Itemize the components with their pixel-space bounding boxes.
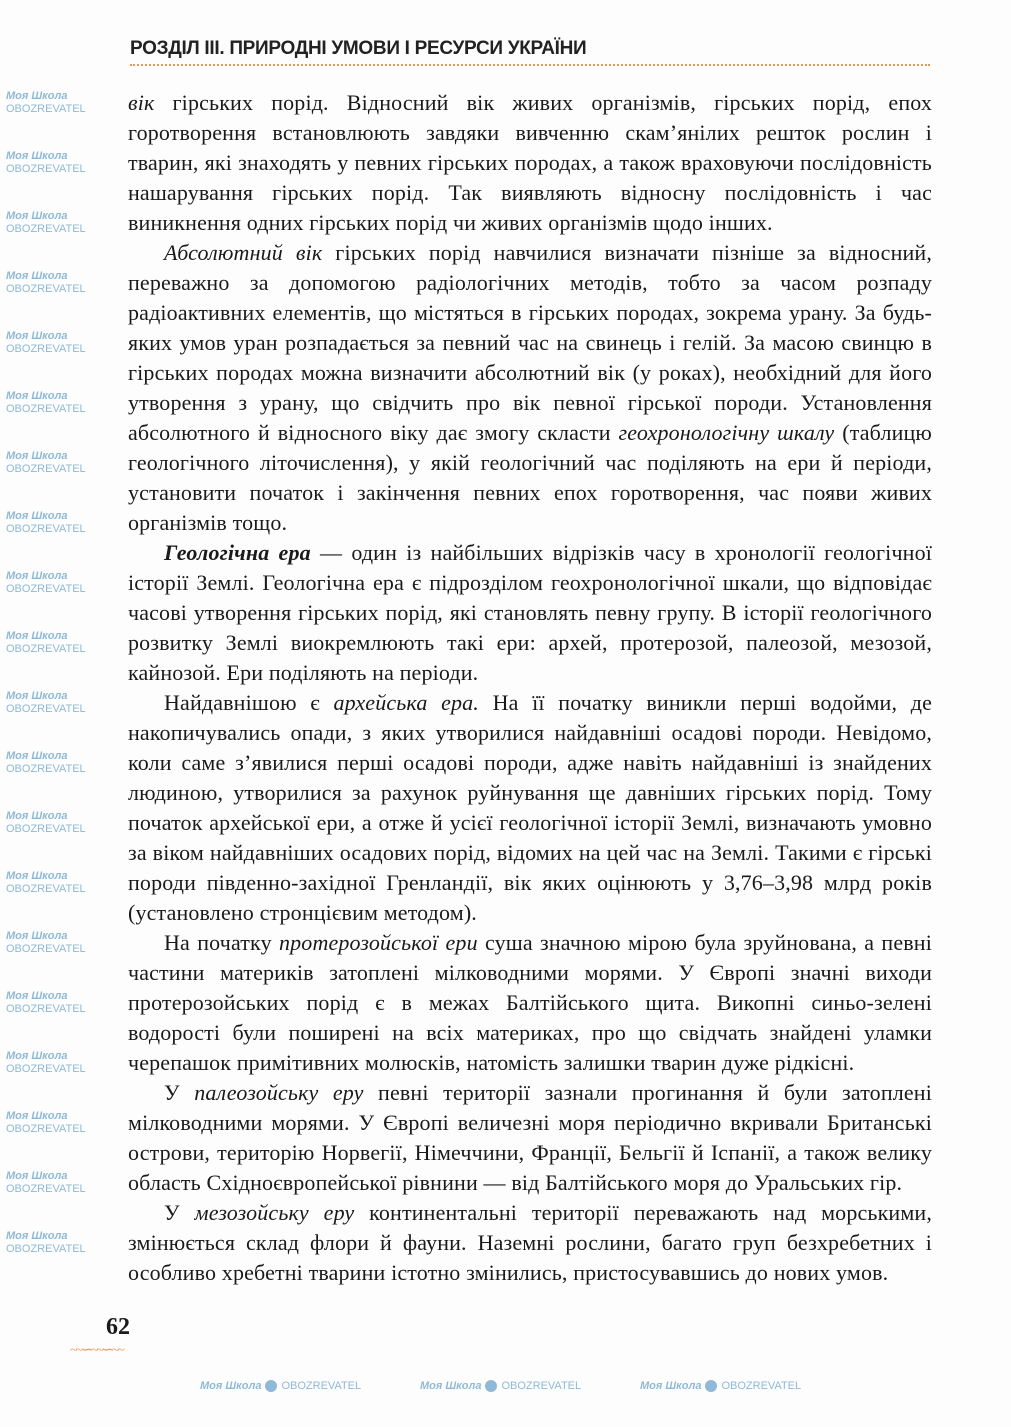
emphasized-term: геохронологічну шкалу xyxy=(618,420,835,445)
watermark-brand: OBOZREVATEL xyxy=(6,1183,86,1195)
watermark-brand: Моя Школа xyxy=(6,690,68,702)
watermark xyxy=(6,930,86,956)
watermark-brand: Моя Школа xyxy=(6,90,68,102)
paragraph xyxy=(128,688,932,928)
watermark-brand: OBOZREVATEL xyxy=(6,883,86,895)
watermark-brand: Моя Школа xyxy=(6,870,68,882)
watermark-brand: OBOZREVATEL xyxy=(6,283,86,295)
emphasized-term: вік xyxy=(128,90,155,115)
watermark-brand: Моя Школа xyxy=(6,450,68,462)
body-text xyxy=(128,88,932,1288)
watermark-brand: Моя Школа xyxy=(6,750,68,762)
text-run: суша значною мірою була зруйнована, а певні частини материків затоплені мілководними морями. У Європі значні виходи протерозойських порід є в межах Балтійського щита. Викопні синьо-зелені водорості були поширені на всіх материках, про що свідчать знайдені уламки черепашок примітивних молюсків, натомість залишки тварин дуже рідкісні. xyxy=(128,930,932,1075)
watermark-brand: OBOZREVATEL xyxy=(6,343,86,355)
watermark-logo-icon xyxy=(485,1380,497,1392)
emphasized-term: палеозойську еру xyxy=(194,1080,364,1105)
watermark-brand: OBOZREVATEL xyxy=(281,1380,362,1392)
watermark xyxy=(6,90,86,116)
chapter-header: РОЗДІЛ ІІІ. ПРИРОДНІ УМОВИ І РЕСУРСИ УКРАЇНИ xyxy=(130,38,587,59)
paragraph xyxy=(128,238,932,538)
watermark-brand: Моя Школа xyxy=(6,390,68,402)
watermark-brand: Моя Школа xyxy=(6,810,68,822)
watermark xyxy=(6,630,86,656)
watermark-brand: OBOZREVATEL xyxy=(6,163,86,175)
watermark xyxy=(6,1230,86,1256)
watermark-brand: OBOZREVATEL xyxy=(721,1380,802,1392)
watermark-brand: Моя Школа xyxy=(6,990,68,1002)
watermark xyxy=(6,690,86,716)
watermark-brand: OBOZREVATEL xyxy=(6,1243,86,1255)
text-run: На початку xyxy=(164,930,279,955)
watermark-brand: Моя Школа xyxy=(6,1230,68,1242)
watermark xyxy=(420,1380,581,1393)
watermark xyxy=(6,810,86,836)
watermark xyxy=(6,570,86,596)
watermark-brand: Моя Школа xyxy=(6,630,68,642)
watermark-brand: OBOZREVATEL xyxy=(501,1380,582,1392)
header-divider xyxy=(130,64,930,66)
emphasized-term: Абсолютний вік xyxy=(164,240,323,265)
watermark-brand: OBOZREVATEL xyxy=(6,403,86,415)
watermark xyxy=(640,1380,801,1393)
watermark-brand: Моя Школа xyxy=(640,1380,702,1392)
watermark xyxy=(6,390,86,416)
watermark-brand: Моя Школа xyxy=(6,1110,68,1122)
watermark-brand: Моя Школа xyxy=(6,150,68,162)
watermark-brand: OBOZREVATEL xyxy=(6,943,86,955)
watermark xyxy=(6,210,86,236)
paragraph xyxy=(128,1078,932,1198)
text-run: певні території зазнали прогинання й були затоплені мілководними морями. У Європі величезні моря періодично вкривали Британські острови, територію Норвегії, Німеччини, Франції, Бельгії й Іспанії, а також велику область Східноєвропейської рівнини — від Балтійського моря до Уральських гір. xyxy=(128,1080,932,1195)
emphasized-term: мезозойську еру xyxy=(194,1200,355,1225)
watermark xyxy=(6,1170,86,1196)
watermark-brand: OBOZREVATEL xyxy=(6,463,86,475)
watermark-brand: Моя Школа xyxy=(6,510,68,522)
watermark-brand: OBOZREVATEL xyxy=(6,643,86,655)
watermark-brand: OBOZREVATEL xyxy=(6,1123,86,1135)
watermark xyxy=(6,270,86,296)
text-run: Найдавнішою є xyxy=(164,690,334,715)
watermark xyxy=(6,1110,86,1136)
paragraph xyxy=(128,928,932,1078)
text-run: гірських порід. Відносний вік живих організмів, гірських порід, епох горотворення встановлюють завдяки вивченню скам’янілих решток рослин і тварин, які знаходять у певних гірських породах, а також враховуючи послідовність нашарування гірських порід. Так виявляють відносну послідовність і час виникнення одних гірських порід чи живих організмів щодо інших. xyxy=(128,90,932,235)
watermark-brand: OBOZREVATEL xyxy=(6,1063,86,1075)
emphasized-term: протерозойської ери xyxy=(279,930,478,955)
watermark-brand: OBOZREVATEL xyxy=(6,1003,86,1015)
watermark-brand: Моя Школа xyxy=(6,1170,68,1182)
watermark-brand: OBOZREVATEL xyxy=(6,583,86,595)
watermark xyxy=(6,870,86,896)
paragraph xyxy=(128,88,932,238)
watermark-brand: Моя Школа xyxy=(6,210,68,222)
watermark-logo-icon xyxy=(705,1380,717,1392)
watermark xyxy=(6,450,86,476)
paragraph xyxy=(128,1198,932,1288)
watermark-brand: Моя Школа xyxy=(6,270,68,282)
text-run: — один із найбільших відрізків часу в хронології геологічної історії Землі. Геологічна ера є підрозділом геохронологічної шкали, що відповідає часові утворення гірських порід, які становлять певну групу. В історії геологічного розвитку Землі виокремлюють такі ери: архей, протерозой, палеозой, мезозой, кайнозой. Ери поділяють на періоди. xyxy=(128,540,932,685)
text-run: гірських порід навчилися визначати пізніше за відносний, переважно за допомогою радіологічних методів, тобто за часом розпаду радіоактивних елементів, що містяться в гірських породах, зокрема урану. За будь-яких умов уран розпадається за певний час на свинець і гелій. За масою свинцю в гірських породах можна визначити абсолютний вік (у роках), необхідний для його утворення з урану, що свідчить про вік певної гірської породи. Установлення абсолютного й відносного віку дає змогу скласти xyxy=(128,240,932,445)
emphasized-term: Геологічна ера xyxy=(164,540,311,565)
watermark xyxy=(6,510,86,536)
watermark xyxy=(6,150,86,176)
watermark-brand: Моя Школа xyxy=(200,1380,262,1392)
watermark xyxy=(200,1380,361,1393)
text-run: На її початку виникли перші водойми, де накопичувались опади, з яких утворилися найдавніші осадові породи. Невідомо, коли саме з’явилися перші осадові породи, адже навіть найдавніші із знайдених людиною, утворилися за рахунок руйнування ще давніших гірських порід. Тому початок архейської ери, а отже й усієї геологічної історії Землі, визначають умовно за віком найдавніших осадових порід, відомих на цей час на Землі. Такими є гірські породи південно-західної Гренландії, вік яких оцінюють у 3,76–3,98 млрд років (установлено стронцієвим методом). xyxy=(128,690,932,925)
watermark xyxy=(6,1050,86,1076)
watermark-brand: Моя Школа xyxy=(6,570,68,582)
watermark-brand: Моя Школа xyxy=(6,930,68,942)
text-run: У xyxy=(164,1200,195,1225)
watermark-brand: OBOZREVATEL xyxy=(6,523,86,535)
watermark-brand: OBOZREVATEL xyxy=(6,103,86,115)
paragraph xyxy=(128,538,932,688)
watermark xyxy=(6,330,86,356)
watermark-brand: OBOZREVATEL xyxy=(6,223,86,235)
text-run: У xyxy=(164,1080,195,1105)
watermark xyxy=(6,750,86,776)
watermark-logo-icon xyxy=(265,1380,277,1392)
watermark-brand: Моя Школа xyxy=(6,330,68,342)
text-run: (таблицю геологічного літочислення), у якій геологічний час поділяють на ери й періоди, установити початок і закінчення певних епох горотворення, час появи живих організмів тощо. xyxy=(128,420,933,535)
watermark xyxy=(6,990,86,1016)
text-run: континентальні території переважають над морськими, змінюється склад флори й фауни. Наземні рослини, багато груп безхребетних і особливо хребетні тварини істотно змінились, пристосувавшись до нових умов. xyxy=(128,1200,932,1285)
emphasized-term: архейська ера. xyxy=(333,690,479,715)
page-ornament: ~~∽~~∽~~ xyxy=(70,1343,123,1358)
watermark-brand: OBOZREVATEL xyxy=(6,763,86,775)
watermark-brand: Моя Школа xyxy=(6,1050,68,1062)
watermark-brand: OBOZREVATEL xyxy=(6,823,86,835)
watermark-brand: OBOZREVATEL xyxy=(6,703,86,715)
watermark-brand: Моя Школа xyxy=(420,1380,482,1392)
page-number: 62 xyxy=(106,1314,130,1340)
